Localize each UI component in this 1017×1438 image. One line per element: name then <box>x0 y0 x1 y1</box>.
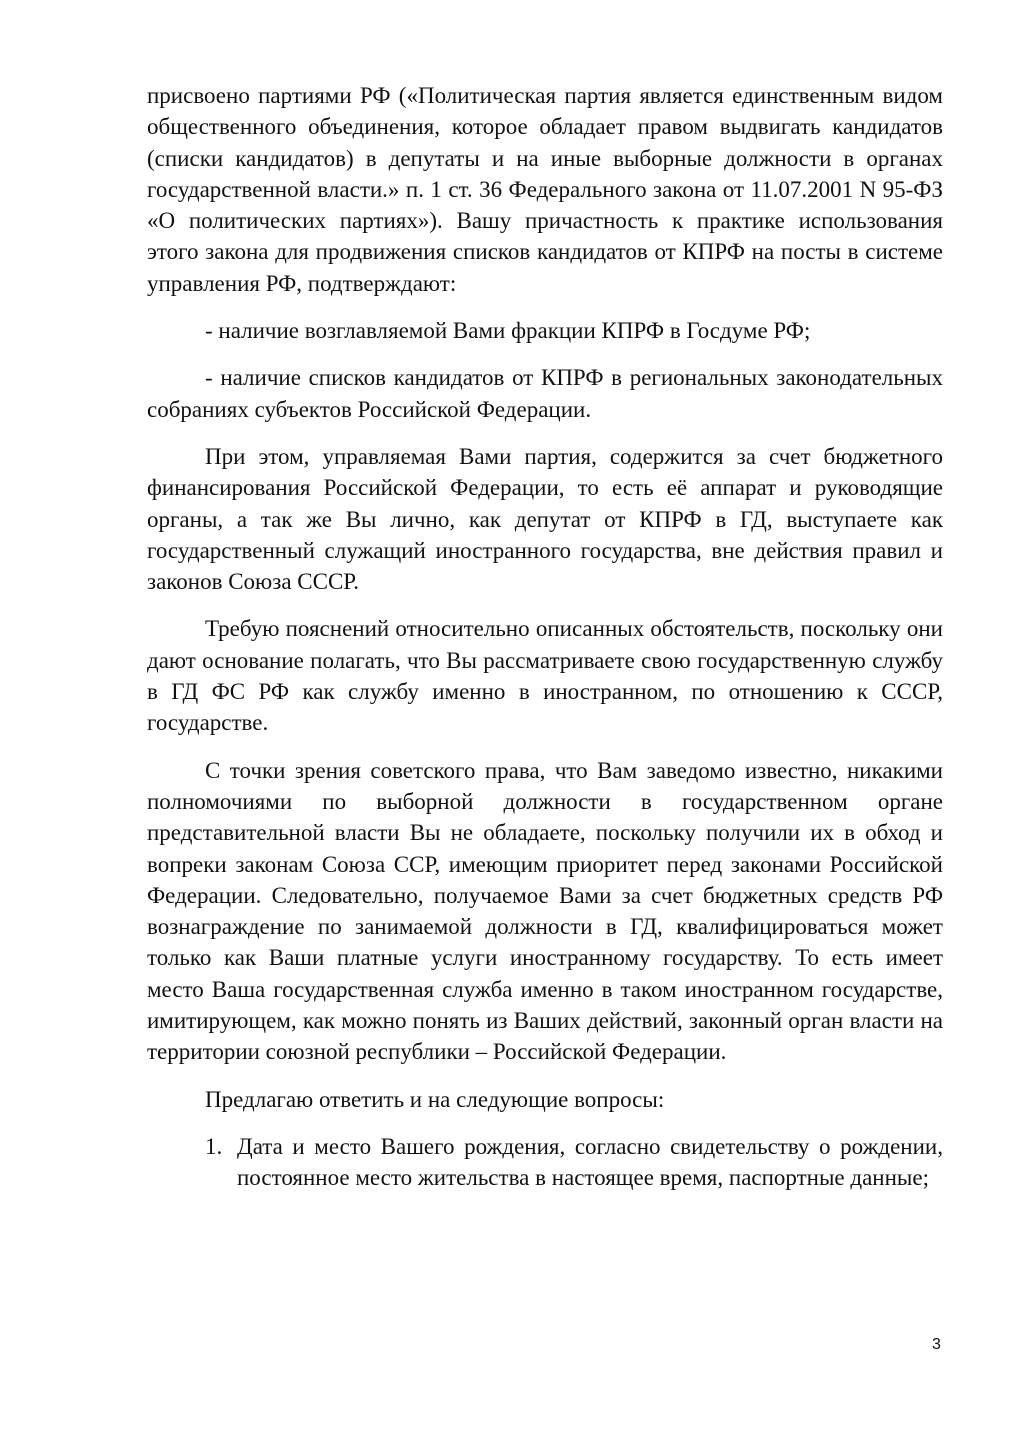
bullet-regional-lists: - наличие списков кандидатов от КПРФ в региональных законодательных собраниях субъектов Российской Федерации. <box>147 365 943 422</box>
paragraph-party-law: присвоено партиями РФ («Политическая партия является единственным видом общественного объединения, которое обладает правом выдвигать кандидатов (списки кандидатов) в депутаты и на иные выборные должности в органах государственной власти.» п. 1 ст. 36 Федерального закона от 11.07.2001 N 95-ФЗ «О политических партиях»). Вашу причастность к практике использования этого закона для продвижения списков кандидатов от КПРФ на посты в системе управления РФ, подтверждают: <box>147 83 943 296</box>
paragraph-demand-explanation: Требую пояснений относительно описанных обстоятельств, поскольку они дают основание полагать, что Вы рассматриваете свою государственную службу в ГД ФС РФ как службу именно в иностранном, по отношению к СССР, государстве. <box>147 616 943 736</box>
page-number: 3 <box>932 1336 941 1353</box>
paragraph-soviet-law: С точки зрения советского права, что Вам заведомо известно, никакими полномочиями по выборной должности в государственном органе представительной власти Вы не обладаете, поскольку получили их в обход и вопреки законам Союза ССР, имеющим приоритет перед законами Российской Федерации. Следовательно, получаемое Вами за счет бюджетных средств РФ вознаграждение по занимаемой должности в ГД, квалифицироваться может только как Ваши платные услуги иностранному государству. То есть имеет место Ваша государственная служба именно в таком иностранном государстве, имитирующем, как можно понять из Ваших действий, законный орган власти на территории союзной республики – Российской Федерации. <box>147 757 943 1065</box>
paragraph-questions-intro: Предлагаю ответить и на следующие вопросы: <box>205 1086 665 1112</box>
list-item <box>205 1131 943 1194</box>
bullet-faction-duma: - наличие возглавляемой Вами фракции КПРФ в Госдуме РФ; <box>205 318 811 344</box>
document-page <box>147 80 943 1194</box>
list-item-number: 1. <box>205 1133 223 1159</box>
paragraph-budget-financing: При этом, управляемая Вами партия, содержится за счет бюджетного финансирования Российской Федерации, то есть её аппарат и руководящие органы, а так же Вы лично, как депутат от КПРФ в ГД, выступаете как государственный служащий иностранного государства, вне действия правил и законов Союза СССР. <box>147 443 943 595</box>
list-item-text: Дата и место Вашего рождения, согласно свидетельству о рождении, постоянное место жительства в настоящее время, паспортные данные; <box>237 1133 943 1191</box>
